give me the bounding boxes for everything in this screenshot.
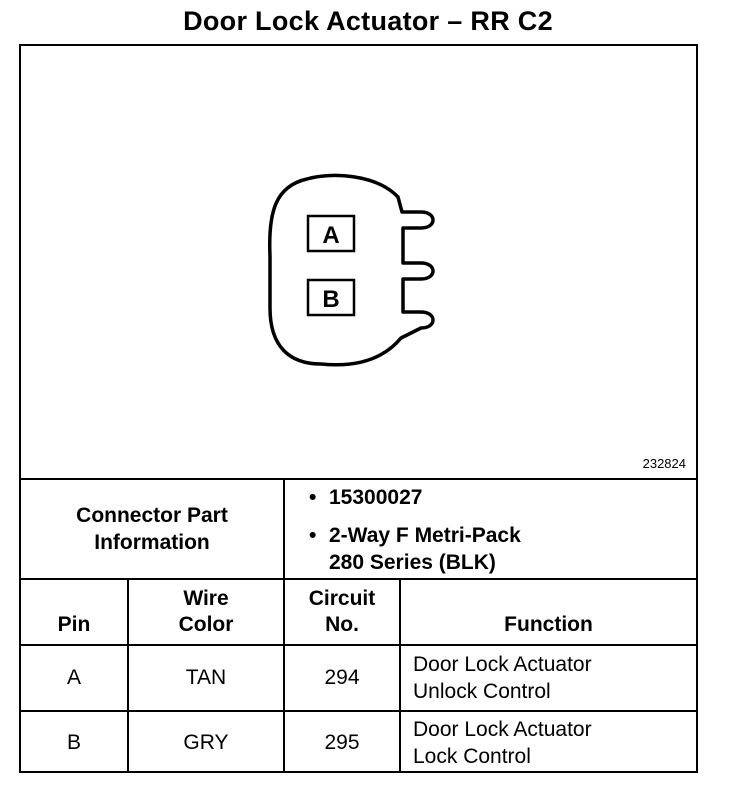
pin-b-label: B: [322, 286, 340, 313]
connector-part-info: [283, 480, 696, 578]
row-a-wire-color: TAN: [185, 666, 227, 689]
header-pin: Pin: [57, 613, 91, 636]
figure-number: 232824: [642, 456, 686, 471]
row-a-function-line2: Unlock Control: [413, 680, 551, 703]
column-divider: [283, 578, 285, 773]
description-line1: 2-Way F Metri-Pack: [329, 524, 521, 547]
row-b-function-line2: Lock Control: [413, 745, 531, 768]
row-a-function: [413, 651, 592, 705]
header-function: Function: [504, 613, 593, 636]
divider: [21, 644, 696, 646]
connector-chart: [19, 44, 698, 773]
connector-face-drawing: [21, 46, 696, 478]
part-number-item: • 15300027: [309, 486, 423, 509]
connector-part-label: [21, 480, 283, 578]
header-circuit-line1: Circuit: [308, 587, 376, 610]
connector-label-line1: Connector Part: [76, 504, 228, 527]
row-a-function-line1: Door Lock Actuator: [413, 653, 592, 676]
divider: [21, 578, 696, 580]
pin-a-label: A: [322, 222, 340, 249]
header-wire-color: [129, 586, 283, 638]
row-a-circuit: 294: [324, 666, 360, 689]
header-wire-line1: Wire: [183, 587, 229, 610]
header-color-line2: Color: [178, 613, 234, 636]
description-item: • 2-Way F Metri-Pack 280 Series (BLK): [309, 524, 521, 574]
column-divider: [399, 578, 401, 773]
row-b-pin: B: [66, 731, 81, 754]
row-a-pin: A: [66, 666, 81, 689]
connector-label-line2: Information: [94, 531, 210, 554]
connector-housing-outline: [270, 175, 433, 364]
row-b-wire-color: GRY: [183, 731, 229, 754]
row-b-function-line1: Door Lock Actuator: [413, 718, 592, 741]
header-circuit: [285, 586, 399, 638]
column-divider: [127, 578, 129, 773]
header-circuit-line2: No.: [325, 613, 359, 636]
page-title: Door Lock Actuator – RR C2: [183, 6, 553, 36]
connector-diagram: [21, 46, 696, 478]
divider: [21, 710, 696, 712]
row-b-circuit: 295: [324, 731, 360, 754]
description-line2: 280 Series (BLK): [329, 551, 496, 574]
part-number: 15300027: [329, 486, 423, 509]
row-b-function: [413, 716, 592, 770]
